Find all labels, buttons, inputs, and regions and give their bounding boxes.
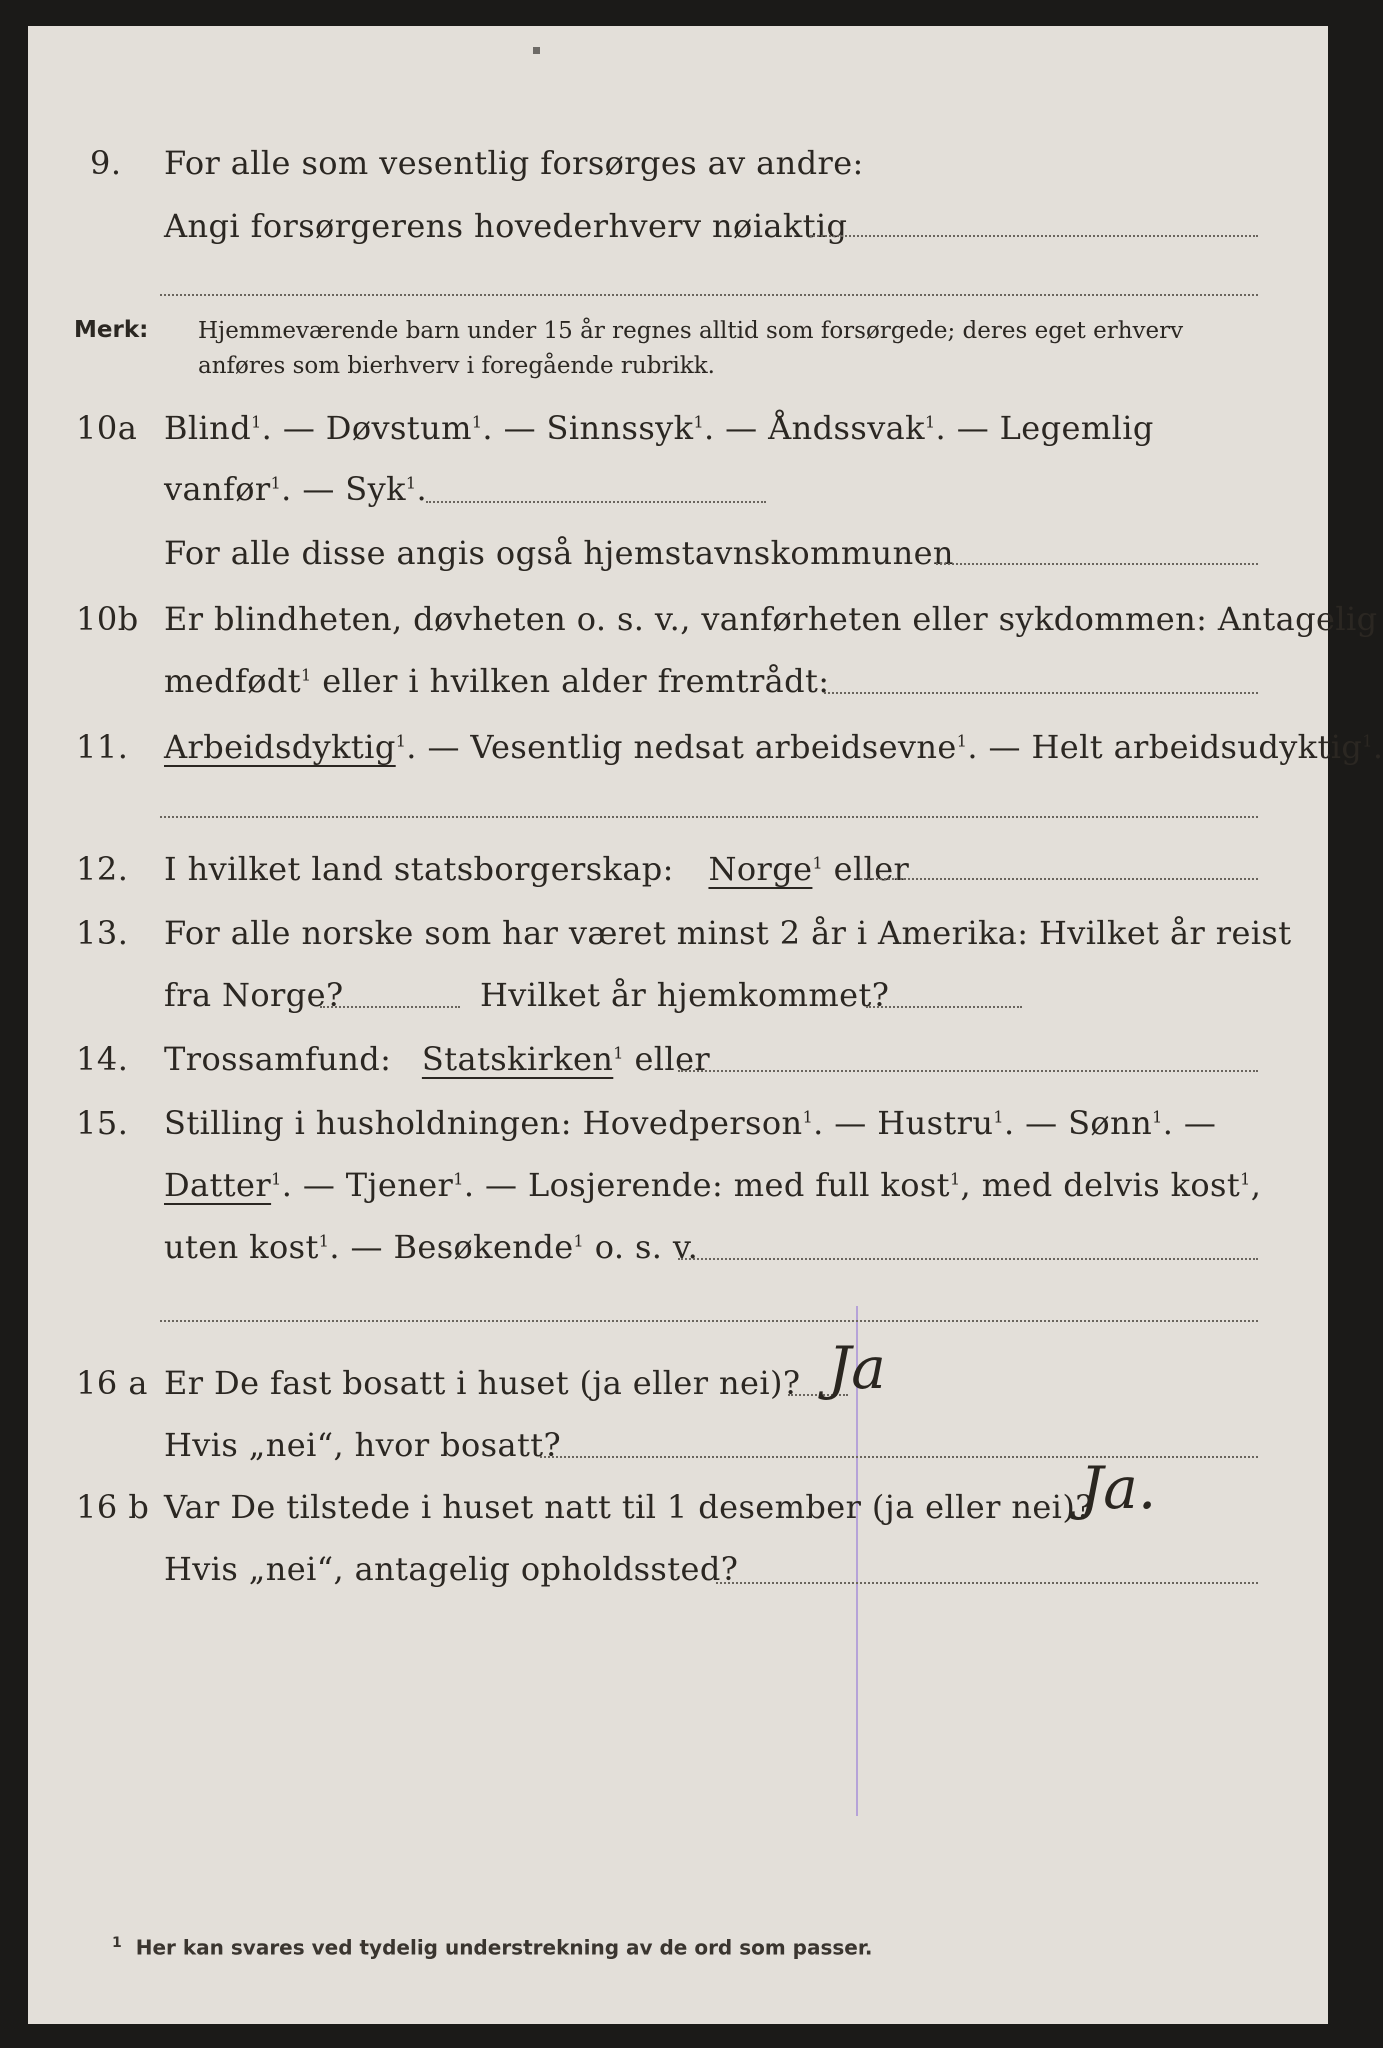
opt-hustru[interactable]: . — Hustru (813, 1104, 994, 1142)
punch-mark (533, 47, 540, 54)
q13-line2b: Hvilket år hjemkommet? (480, 976, 890, 1014)
q14-eller: eller (623, 1040, 711, 1078)
opt-tjener[interactable]: . — Tjener (281, 1166, 454, 1204)
footnote-ref: 1 (1240, 1169, 1251, 1189)
q10a-answer-line[interactable] (426, 501, 766, 503)
opt-arbeidsudyktig[interactable]: . — Helt arbeidsudyktig (967, 728, 1363, 766)
opt-sonn[interactable]: . — Sønn (1003, 1104, 1153, 1142)
footnote-ref: 1 (812, 853, 824, 873)
q14-number: 14. (76, 1040, 129, 1078)
q15-number: 15. (76, 1104, 129, 1142)
q13-line2a: fra Norge? (164, 976, 344, 1014)
q13-line1: For alle norske som har været minst 2 år i Amerika: Hvilket år reist (164, 914, 1292, 952)
q15-osv: o. s. v. (584, 1228, 699, 1266)
merk-line2: anføres som bierhverv i foregående rubrikk. (198, 353, 715, 379)
q16b-line1: Var De tilstede i huset natt til 1 desember (ja eller nei)? (164, 1488, 1093, 1526)
q11-line (164, 728, 1383, 766)
opt-delvis-kost[interactable]: , med delvis kost (960, 1166, 1241, 1204)
opt-vanfor[interactable]: vanfør (164, 470, 271, 508)
footnote-ref: 1 (453, 1169, 464, 1189)
census-form-page (28, 26, 1383, 2024)
opt-full-kost[interactable]: . — Losjerende: med full kost (463, 1166, 950, 1204)
q10b-line1: Er blindheten, døvheten o. s. v., vanførheten eller sykdommen: Antagelig (164, 600, 1378, 638)
q10a-hjemstavn-line[interactable] (936, 563, 1258, 565)
footnote-ref: 1 (802, 1107, 814, 1127)
q16b-handwritten-answer: Ja. (1080, 1454, 1157, 1522)
opt-besokende[interactable]: . — Besøkende (329, 1228, 574, 1266)
q16a-handwritten-answer: Ja (828, 1334, 886, 1402)
q9-line1: For alle som vesentlig forsørges av andre: (164, 144, 864, 182)
opt-datter[interactable]: Datter (164, 1166, 272, 1204)
q15-extra-line[interactable] (160, 1320, 1258, 1322)
opt-arbeidsdyktig[interactable]: Arbeidsdyktig (164, 728, 396, 766)
period: . (416, 470, 428, 508)
dash: . — (1162, 1104, 1217, 1142)
q11-number: 11. (76, 728, 129, 766)
q12-number: 12. (76, 850, 129, 888)
footnote-text: Her kan svares ved tydelig understrekning av de ord som passer. (135, 1935, 873, 1960)
q16a-line1: Er De fast bosatt i huset (ja eller nei)? (164, 1364, 801, 1402)
q10a-line2 (164, 470, 427, 508)
q13-hjem-line[interactable] (866, 1006, 1022, 1008)
opt-legemlig[interactable]: . — Legemlig (935, 409, 1154, 447)
footnote-ref: 1 (270, 473, 282, 493)
opt-syk[interactable]: . — Syk (281, 470, 406, 508)
q14-answer-line[interactable] (678, 1070, 1258, 1072)
opt-andssvak[interactable]: . — Åndssvak (704, 409, 925, 447)
opt-norge[interactable]: Norge (708, 850, 813, 888)
footnote-mark: 1 (112, 1935, 122, 1951)
q9-line2: Angi forsørgerens hovederhverv nøiaktig (164, 207, 848, 245)
q12-question: I hvilket land statsborgerskap: (164, 850, 674, 888)
opt-sinnssyk[interactable]: . — Sinnssyk (482, 409, 694, 447)
q15-line3 (164, 1228, 698, 1266)
q14-question: Trossamfund: (164, 1040, 392, 1078)
footnote-ref: 1 (1152, 1107, 1163, 1127)
opt-statskirken[interactable]: Statskirken (421, 1040, 614, 1078)
q15-answer-line[interactable] (678, 1258, 1258, 1260)
footnote-ref: 1 (271, 1169, 282, 1189)
q10b-alder-text: eller i hvilken alder fremtrådt: (311, 662, 830, 700)
q12-line (164, 850, 909, 888)
period: . (1372, 728, 1383, 766)
q14-line (164, 1040, 710, 1078)
opt-nedsat[interactable]: . — Vesentlig nedsat arbeidsevne (406, 728, 957, 766)
footnote-ref: 1 (956, 731, 968, 751)
q16b-line2: Hvis „nei“, antagelig opholdssted? (164, 1550, 739, 1588)
q9-extra-line[interactable] (160, 294, 1258, 296)
footnote-ref: 1 (693, 412, 705, 432)
q9-number: 9. (90, 144, 122, 182)
opt-hovedperson[interactable]: Stilling i husholdningen: Hovedperson (164, 1104, 803, 1142)
footnote-ref: 1 (993, 1107, 1004, 1127)
footnote-ref: 1 (301, 665, 312, 685)
footnote-ref: 1 (318, 1231, 330, 1251)
q10a-line1 (164, 409, 1154, 447)
footnote-ref: 1 (573, 1231, 585, 1251)
opt-uten-kost[interactable]: uten kost (164, 1228, 319, 1266)
opt-blind[interactable]: Blind (164, 409, 252, 447)
footnote-ref: 1 (395, 731, 407, 751)
q10a-number: 10a (76, 409, 138, 447)
footnote-ref: 1 (405, 473, 417, 493)
q10b-answer-line[interactable] (824, 692, 1258, 694)
q13-reist-line[interactable] (320, 1006, 460, 1008)
opt-medfodt[interactable]: medfødt (164, 662, 302, 700)
footnote-ref: 1 (613, 1043, 624, 1063)
q10a-line3: For alle disse angis også hjemstavnskommunen (164, 534, 954, 572)
q12-answer-line[interactable] (860, 878, 1258, 880)
q16b-opholdssted-line[interactable] (716, 1582, 1258, 1584)
footnote (112, 1935, 872, 1960)
q15-line1 (164, 1104, 1216, 1142)
footnote-ref: 1 (1362, 731, 1373, 751)
q10b-number: 10b (76, 600, 139, 638)
q9-answer-line[interactable] (810, 235, 1258, 237)
q16b-number: 16 b (76, 1488, 150, 1526)
merk-line1: Hjemmeværende barn under 15 år regnes alltid som forsørgede; deres eget erhverv (198, 318, 1184, 344)
footnote-ref: 1 (924, 412, 936, 432)
q11-extra-line[interactable] (160, 816, 1258, 818)
merk-label: Merk: (74, 317, 149, 343)
q16a-number: 16 a (76, 1364, 148, 1402)
footnote-ref: 1 (949, 1169, 961, 1189)
footnote-ref: 1 (251, 412, 262, 432)
q12-eller: eller (823, 850, 910, 888)
opt-dovstum[interactable]: . — Døvstum (261, 409, 472, 447)
q15-line2 (164, 1166, 1261, 1204)
comma: , (1250, 1166, 1262, 1204)
q13-number: 13. (76, 914, 129, 952)
q10b-line2 (164, 662, 829, 700)
footnote-ref: 1 (471, 412, 483, 432)
q16a-line2: Hvis „nei“, hvor bosatt? (164, 1426, 562, 1464)
